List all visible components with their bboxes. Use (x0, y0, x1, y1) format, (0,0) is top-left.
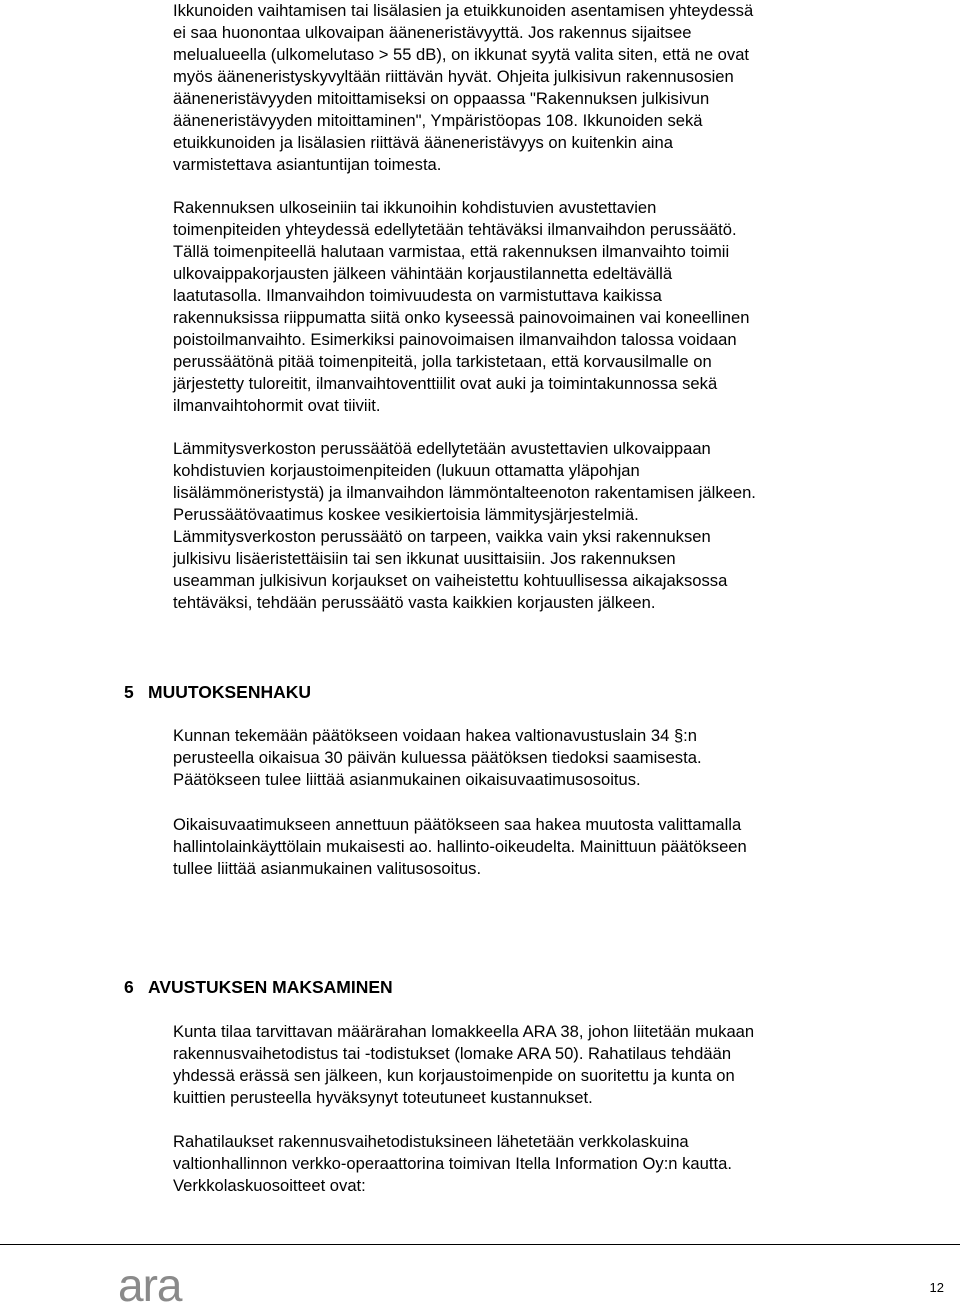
paragraph-window-soundproofing: Ikkunoiden vaihtamisen tai lisälasien ja etuikkunoiden asentamisen yhteydessä ei saa huonontaa ulkovaipan ääneneristävyyttä. Jos rakennus sijaitsee melualueella (ulkomelutaso > 55 dB), on ikkunat syytä valita siten, että ne ovat myös ääneneristyskyvyltään riittävän hyvät. Ohjeita julkisivun rakennusosien ääneneristävyyden mitoittamiseksi on oppaassa "Rakennuksen julkisivun ääneneristävyyden mitoittaminen", Ympäristöopas 108. Ikkunoiden sekä etuikkunoiden ja lisälasien riittävä ääneneristävyys on kuitenkin aina varmistettava asiantuntijan toimesta. (173, 1, 754, 174)
paragraph-e-invoicing: Rahatilaukset rakennusvaihetodistuksineen lähetetään verkkolaskuina valtionhallinnon verkko-operaattorina toimivan Itella Information Oy:n kautta. Verkkolaskuosoitteet ovat: (173, 1132, 732, 1195)
page-number: 12 (929, 1280, 944, 1295)
paragraph-heating-network-balancing: Lämmitysverkoston perussäätöä edellytetään avustettavien ulkovaippaan kohdistuvien korjaustoimenpiteiden (lukuun ottamatta yläpohjan lisälämmöneristystä) ja ilmanvaihdon lämmöntalteenoton rakentamisen jälkeen. Perussäätövaatimus koskee vesikiertoisia lämmitysjärjestelmiä. Lämmitysverkoston perussäätö on tarpeen, vaikka vain yksi rakennuksen julkisivu lisäeristettäisiin tai sen ikkunat uusittaisiin. Jos rakennuksen useamman julkisivun korjaukset on vaiheistettu kohtuullisessa aikajaksossa tehtäväksi, tehdään perussäätö vasta kaikkien korjausten jälkeen. (173, 439, 756, 612)
section-title: MUUTOKSENHAKU (148, 682, 312, 702)
section-title: AVUSTUKSEN MAKSAMINEN (148, 977, 393, 997)
paragraph-appeal-court: Oikaisuvaatimukseen annettuun päätökseen saa hakea muutosta valittamalla hallintolainkäyttölain mukaisesti ao. hallinto-oikeudelta. Mainittuun päätökseen tullee liittää asianmukainen valitusosoitus. (173, 815, 747, 878)
section-number: 6 (124, 977, 134, 997)
ara-logo: ara (118, 1259, 182, 1311)
footer-divider (0, 1244, 960, 1245)
section-heading-avustuksen-maksaminen (124, 976, 393, 998)
paragraph-appeal-correction: Kunnan tekemään päätökseen voidaan hakea valtionavustuslain 34 §:n perusteella oikaisua 30 päivän kuluessa päätöksen tiedoksi saamisesta. Päätökseen tulee liittää asianmukainen oikaisuvaatimusosoitus. (173, 726, 702, 789)
paragraph-ventilation-balancing: Rakennuksen ulkoseiniin tai ikkunoihin kohdistuvien avustettavien toimenpiteiden yhteydessä edellytetään tehtäväksi ilmanvaihdon perussäätö. Tällä toimenpiteellä halutaan varmistaa, että rakennuksen ilmanvaihto toimii ulkovaippakorjausten jälkeen vähintään korjaustilannetta edeltävällä laatutasolla. Ilmanvaihdon toimivuudesta on varmistuttava kaikissa rakennuksissa riippumatta siitä onko kyseessä painovoimainen vai koneellinen poistoilmanvaihto. Esimerkiksi painovoimaisen ilmanvaihdon talossa voidaan perussäätönä pitää toimenpiteitä, jolla tarkistetaan, että korvausilmalle on järjestetty tuloreitit, ilmanvaihtoventtiilit ovat auki ja toimintakunnossa sekä ilmanvaihtohormit ovat tiiviit. (173, 198, 750, 415)
paragraph-payment-order: Kunta tilaa tarvittavan määrärahan lomakkeella ARA 38, johon liitetään mukaan rakennusvaihetodistus tai -todistukset (lomake ARA 50). Rahatilaus tehdään yhdessä erässä sen jälkeen, kun korjaustoimenpide on suoritettu ja kunta on kuittien perusteella hyväksynyt toteutuneet kustannukset. (173, 1022, 755, 1107)
section-heading-muutoksenhaku (124, 681, 311, 703)
section-number: 5 (124, 682, 134, 702)
